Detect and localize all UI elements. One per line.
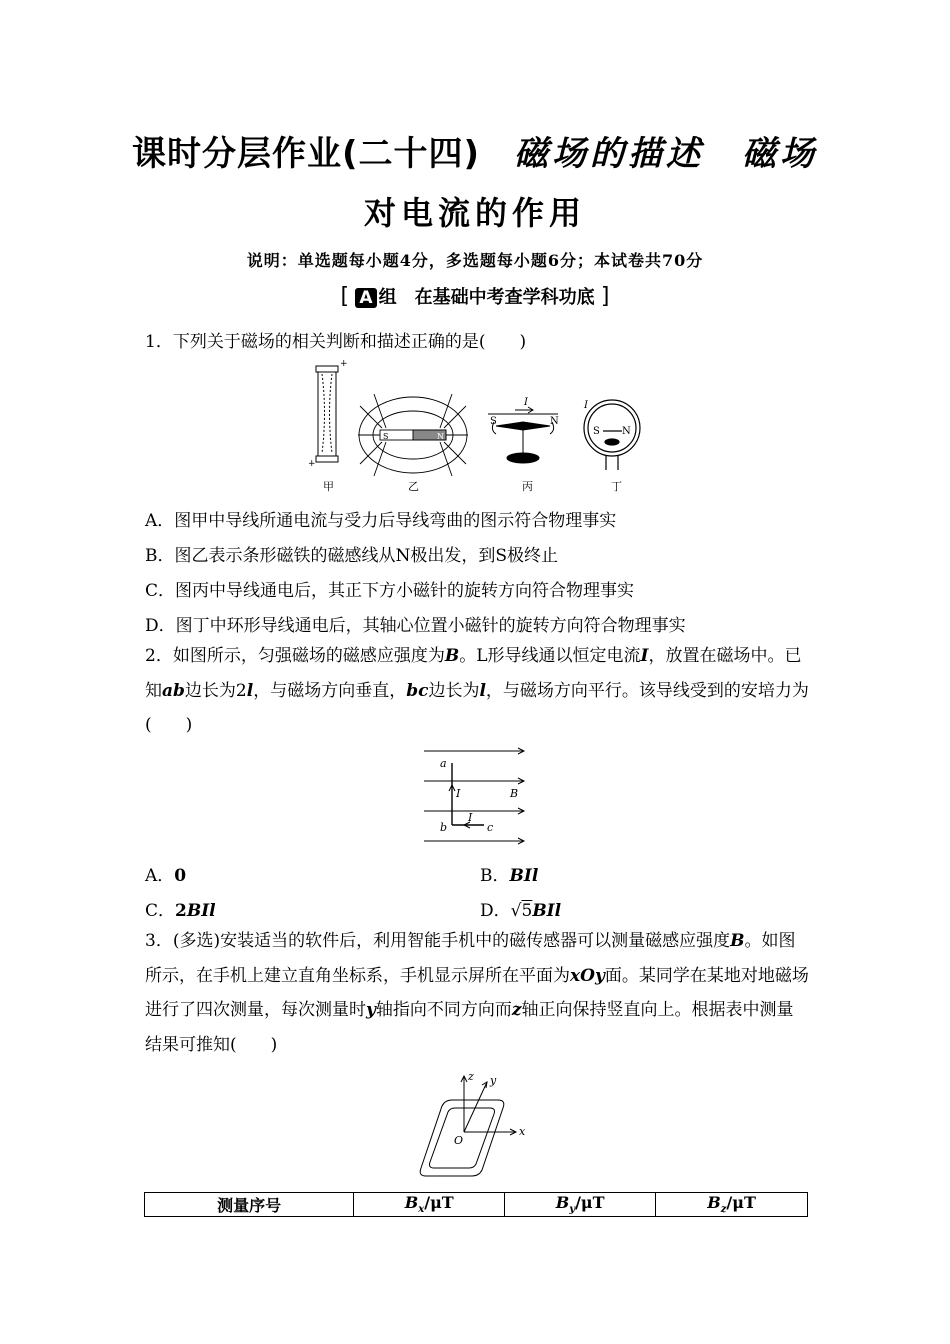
axis-z: z (468, 1070, 474, 1083)
title-sub: 磁场的描述 磁场 (514, 134, 819, 174)
q2-var: l (246, 680, 254, 701)
svg-text:+: + (340, 359, 348, 369)
q3-text: 轴指向不同方向而 (375, 1000, 512, 1020)
q2-option-d (480, 896, 561, 921)
q2-text: 边长为2 (184, 680, 247, 701)
title-main: 课时分层作业(二十四) (131, 134, 481, 174)
option-root: 5 (521, 901, 533, 921)
label-b: b (440, 821, 448, 834)
fig-label-jia: 甲 (323, 480, 334, 493)
q2-text: ，与磁场方向垂直， (253, 680, 407, 701)
header-unit: /μT (726, 1193, 756, 1213)
option-value: BIl (186, 901, 216, 921)
q2-var: I (640, 646, 649, 666)
axis-y: y (490, 1074, 497, 1087)
figure-ding (583, 400, 640, 470)
q3-var: xOy (570, 965, 605, 986)
q2-stem (145, 639, 810, 743)
svg-text:+: + (308, 459, 316, 469)
q2-option-c (145, 896, 216, 921)
label-c: c (487, 821, 494, 834)
col-header-bx (354, 1193, 505, 1217)
fig-label-bing: 丙 (522, 480, 533, 493)
exam-note: 说明：单选题每小题4分，多选题每小题6分；本试卷共70分 (246, 251, 704, 270)
q3-phone-figure (412, 1070, 532, 1182)
option-prefix: A． (145, 866, 175, 886)
page-title-line2: 对电流的作用 (363, 194, 586, 232)
svg-text:S: S (383, 432, 389, 441)
group-label: 组 在基础中考查学科功底 (378, 287, 595, 308)
option-value: BIl (532, 901, 562, 921)
option-value: BIl (509, 866, 539, 886)
col-header-bz (656, 1193, 808, 1217)
col-header-index: 测量序号 (145, 1193, 354, 1217)
table-header-row (145, 1193, 808, 1217)
bracket-open: [ (340, 284, 350, 309)
header-sub: z (720, 1204, 727, 1216)
header-sym: B (404, 1193, 419, 1213)
figure-jia (308, 359, 348, 469)
option-prefix: B． (480, 866, 510, 886)
q3-text: 面。某同学在某地对地磁场进行了四次测量，每次测量时 (145, 965, 809, 1020)
q1-figure (300, 358, 650, 496)
header-unit: /μT (575, 1193, 605, 1213)
q3-text: 3．(多选)安装适当的软件后，利用智能手机中的磁传感器可以测量磁感应强度 (145, 931, 731, 951)
group-heading (0, 283, 950, 309)
fig-label-ding: 丁 (611, 480, 622, 493)
axis-origin: O (454, 1134, 464, 1147)
q3-stem (145, 924, 810, 1062)
q1-stem: 1．下列关于磁场的相关判断和描述正确的是( ) (145, 332, 527, 352)
page-title (0, 126, 950, 175)
col-header-by (505, 1193, 656, 1217)
q3-var: z (511, 1000, 522, 1020)
axis-x: x (519, 1125, 526, 1138)
figure-yi (358, 394, 468, 476)
svg-text:N: N (622, 426, 631, 437)
q3-text: 轴正向保持竖直向上。根据表中测量结果可推知( ) (145, 1000, 794, 1055)
svg-text:S: S (490, 416, 497, 427)
header-sub: x (418, 1204, 425, 1216)
figure-bing (488, 397, 559, 463)
q1-option-d: D．图丁中环形导线通电后，其轴心位置小磁针的旋转方向符合物理事实 (145, 616, 686, 636)
q2-figure (420, 745, 530, 847)
q2-var: ab (162, 680, 185, 701)
svg-text:N: N (550, 416, 559, 427)
header-unit: /μT (424, 1193, 454, 1213)
svg-text:S: S (593, 426, 600, 437)
q1-option-b: B．图乙表示条形磁铁的磁感线从N极出发，到S极终止 (145, 546, 559, 566)
q2-text: 2．如图所示，匀强磁场的磁感应强度为 (145, 646, 445, 666)
q1-option-c: C．图丙中导线通电后，其正下方小磁针的旋转方向符合物理事实 (145, 581, 635, 601)
q2-var: bc (406, 680, 429, 701)
label-i1: I (456, 787, 461, 800)
svg-text:I: I (524, 397, 528, 408)
q2-text: 边长为 (428, 680, 480, 701)
bracket-close: ] (600, 284, 610, 309)
q2-var: l (479, 680, 486, 701)
q3-var: B (730, 931, 745, 951)
q2-text: ，与磁场方向平行。该导线受到的安培力为( ) (145, 680, 809, 735)
fig-label-yi: 乙 (408, 480, 419, 493)
sqrt-icon: √ (510, 901, 522, 921)
header-sub: y (569, 1204, 576, 1216)
svg-text:N: N (437, 432, 444, 441)
label-b-field: B (510, 787, 519, 800)
q2-text: 。L形导线通以恒定电流 (459, 646, 641, 666)
q3-text: 。如图所示，在手机上建立直角坐标系，手机显示屏所在平面为 (145, 931, 796, 986)
option-prefix: C． (145, 901, 176, 921)
q2-option-b (480, 861, 538, 886)
label-i2: I (468, 811, 473, 824)
option-prefix: D． (480, 901, 511, 921)
q2-option-a (145, 861, 186, 886)
header-sym: B (555, 1193, 570, 1213)
q3-var: y (366, 1000, 376, 1020)
group-badge: A (355, 288, 376, 308)
q2-text: ，放置在磁场中。已知 (145, 646, 802, 701)
q1-option-a: A．图甲中导线所通电流与受力后导线弯曲的图示符合物理事实 (145, 511, 617, 531)
svg-text:I: I (584, 400, 588, 411)
measurement-table (144, 1192, 808, 1217)
header-sym: B (707, 1193, 721, 1213)
option-coef: 2 (175, 901, 187, 921)
label-a: a (440, 757, 447, 770)
q2-var: B (444, 646, 460, 666)
option-value: 0 (174, 866, 187, 886)
